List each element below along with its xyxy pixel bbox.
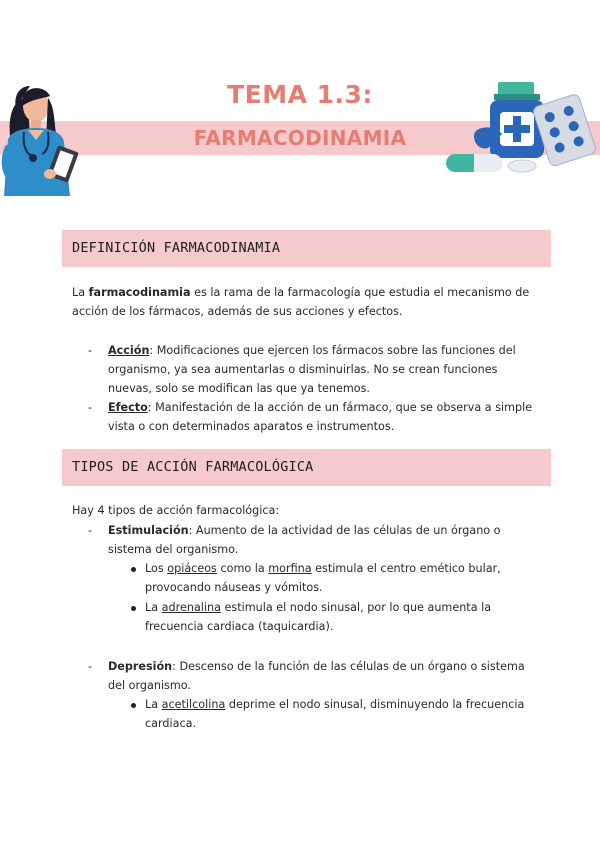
text-fragment: estimula el nodo sinusal, por lo que aumenta la [220, 601, 492, 614]
bullet-dot [131, 703, 136, 708]
page-title-line1: TEMA 1.3: [227, 80, 373, 109]
term-acetilcolina: acetilcolina [161, 698, 226, 711]
text-line: nuevas, solo se modifican las que ya tenemos. [108, 382, 370, 395]
text-fragment: La [72, 286, 89, 299]
term-opiaceos: opiáceos [167, 562, 217, 575]
text-fragment: : Descenso de la función de las células de un órgano o sistema [172, 660, 525, 673]
list-item-depresion [108, 657, 548, 695]
sub-item-acetilcolina [145, 695, 545, 733]
section-heading-text: TIPOS DE ACCIÓN FARMACOLÓGICA [72, 459, 314, 475]
text-fragment: como la [216, 562, 269, 575]
list-item-estimulacion [108, 521, 548, 559]
text-line: vista o con determinados aparatos e instrumentos. [108, 420, 395, 433]
dash-bullet: - [88, 660, 93, 673]
text-fragment: : Aumento de la actividad de las células de un órgano o [188, 524, 501, 537]
text-line: acción de los fármacos, además de sus acciones y efectos. [72, 305, 403, 318]
section-heading-definicion [62, 230, 551, 267]
text-line: cardiaca. [145, 717, 197, 730]
text-fragment: : Manifestación de la acción de un fármaco, que se observa a simple [147, 401, 533, 414]
list-item-accion [108, 341, 548, 398]
dash-bullet: - [88, 524, 93, 537]
term-adrenalina: adrenalina [161, 601, 221, 614]
text-fragment: La [145, 601, 162, 614]
dash-bullet: - [88, 401, 93, 414]
definition-paragraph [72, 283, 542, 321]
term-accion: Acción [108, 344, 150, 357]
text-line: provocando náuseas y vómitos. [145, 581, 323, 594]
dash-bullet: - [88, 344, 93, 357]
text-fragment: La [145, 698, 162, 711]
term-depresion: Depresión [108, 660, 173, 673]
text-fragment: deprime el nodo sinusal, disminuyendo la frecuencia [225, 698, 525, 711]
sub-item-opiaceos [145, 559, 545, 597]
text-fragment: : Modificaciones que ejercen los fármacos sobre las funciones del [149, 344, 516, 357]
page-title-line2: FARMACODINAMIA [193, 126, 407, 150]
text-line: sistema del organismo. [108, 543, 239, 556]
term-morfina: morfina [268, 562, 312, 575]
term-farmacodinamia: farmacodinamia [88, 286, 191, 299]
term-estimulacion: Estimulación [108, 524, 189, 537]
tipos-intro: Hay 4 tipos de acción farmacológica: [72, 504, 280, 517]
section-heading-tipos [62, 449, 551, 486]
text-fragment: es la rama de la farmacología que estudia el mecanismo de [190, 286, 530, 299]
text-line: del organismo. [108, 679, 191, 692]
nurse-illustration [0, 78, 92, 206]
text-line: frecuencia cardiaca (taquicardia). [145, 620, 334, 633]
text-fragment: estimula el centro emético bular, [311, 562, 501, 575]
text-line: organismo, ya sea aumentarlas o disminuirlas. No se crean funciones [108, 363, 498, 376]
bullet-dot [131, 606, 136, 611]
section-heading-text: DEFINICIÓN FARMACODINAMIA [72, 240, 281, 256]
bullet-dot [131, 567, 136, 572]
text-fragment: Los [145, 562, 168, 575]
list-item-efecto [108, 398, 548, 436]
sub-item-adrenalina [145, 598, 545, 636]
medicine-illustration [440, 78, 600, 178]
term-efecto: Efecto [108, 401, 148, 414]
